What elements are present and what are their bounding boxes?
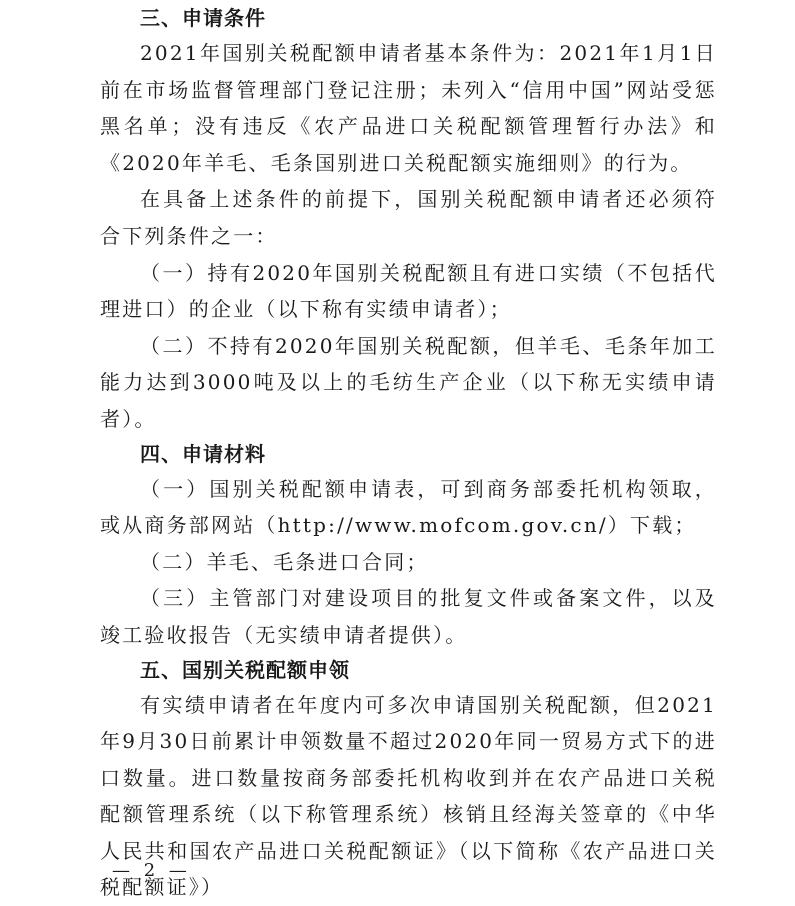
section-heading-3: 三、申请条件: [100, 2, 717, 35]
paragraph: （一）国别关税配额申请表，可到商务部委托机构领取，或从商务部网站（http://www.mofcom.gov.cn/）下载；: [100, 471, 717, 544]
paragraph: 2021年国别关税配额申请者基本条件为：2021年1月1日前在市场监督管理部门登记注册；未列入“信用中国”网站受惩黑名单；没有违反《农产品进口关税配额管理暂行办法》和《2020年羊毛、毛条国别进口关税配额实施细则》的行为。: [100, 35, 717, 181]
paragraph: （二）羊毛、毛条进口合同；: [100, 544, 717, 581]
section-heading-5: 五、国别关税配额申领: [100, 654, 717, 687]
section-heading-4: 四、申请材料: [100, 438, 717, 471]
paragraph: （三）主管部门对建设项目的批复文件或备案文件，以及竣工验收报告（无实绩申请者提供）。: [100, 580, 717, 653]
paragraph: 在具备上述条件的前提下，国别关税配额申请者还必须符合下列条件之一：: [100, 181, 717, 254]
paragraph: （二）不持有2020年国别关税配额，但羊毛、毛条年加工能力达到3000吨及以上的毛纺生产企业（以下称无实绩申请者）。: [100, 328, 717, 438]
paragraph: （一）持有2020年国别关税配额且有进口实绩（不包括代理进口）的企业（以下称有实绩申请者）；: [100, 255, 717, 328]
paragraph: 有实绩申请者在年度内可多次申请国别关税配额，但2021年9月30日前累计申领数量不超过2020年同一贸易方式下的进口数量。进口数量按商务部委托机构收到并在农产品进口关税配额管理系统（以下称管理系统）核销且经海关签章的《中华人民共和国农产品进口关税配额证》（以下简称《农产品进口关税配额证》）: [100, 687, 717, 906]
page-number: — 2 —: [112, 860, 191, 881]
